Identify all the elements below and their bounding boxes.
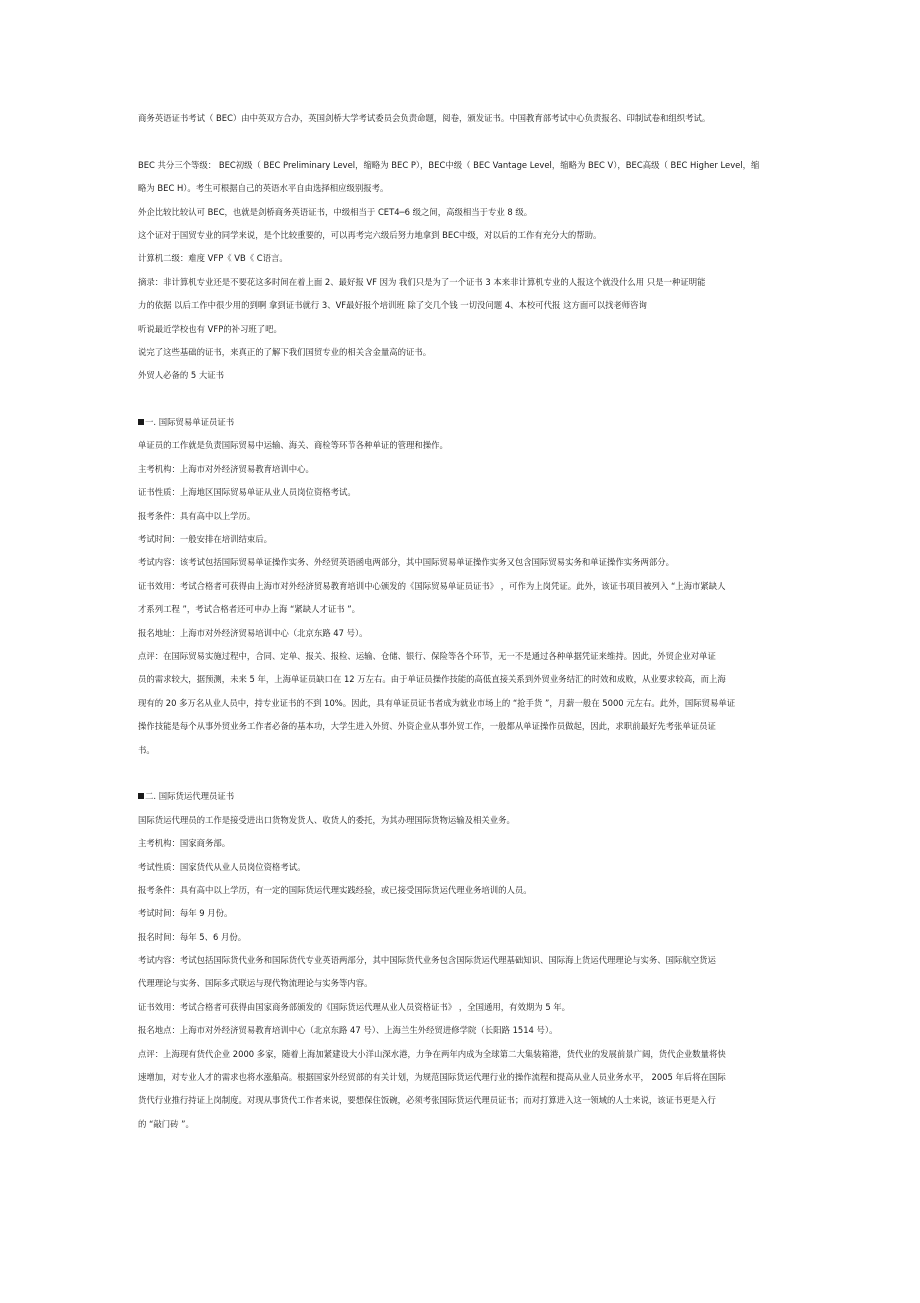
bec-importance: 这个证对于国贸专业的同学来说，是个比较重要的，可以再考完六级后努力地拿到 BEC中级，对以后的工作有充分大的帮助。 [138,229,602,240]
spacer [138,393,788,416]
cert2-address: 报名地点：上海市对外经济贸易教育培训中心（北京东路 47 号）、上海兰生外经贸进修学院（长阳路 1514 号）。 [138,1025,558,1036]
cert1-content: 考试内容：该考试包括国际贸易单证操作实务、外经贸英语函电两部分，其中国际贸易单证操作实务又包含国际贸易实务和单证操作实务两部分。 [138,557,674,568]
bec-levels-line-2: 略为 BEC H）。考生可根据自己的英语水平自由选择相应级别报考。 [138,183,389,194]
cert2-content-line-1: 考试内容：考试包括国际货代业务和国际货代专业英语两部分，其中国际货代业务包含国际货运代理基础知识、国际海上货运代理理论与实务、国际航空货运 [138,955,716,966]
spacer [138,135,788,158]
cert1-desc: 单证员的工作就是负责国际贸易中运输、海关、商检等环节各种单证的管理和操作。 [138,440,448,451]
bec-intro: 商务英语证书考试（ BEC）由中英双方合办，英国剑桥大学考试委员会负责命题，阅卷，颁发证书。中国教育部考试中心负责报名、印制试卷和组织考试。 [138,113,711,123]
cert2-reg-time: 报名时间：每年 5、6 月份。 [138,931,247,942]
cert2-nature: 考试性质：国家货代从业人员岗位资格考试。 [138,861,306,872]
cert2-title [138,790,788,813]
cert2-effect: 证书效用：考试合格者可获得由国家商务部颁发的《国际货运代理从业人员资格证书》 ，全国通用，有效期为 5 年。 [138,1001,571,1012]
cert1-comment-line-5: 书。 [138,744,155,755]
cert2-comment-line-2: 速增加，对专业人才的需求也将水涨船高。根据国家外经贸部的有关计划，为规范国际货运代理行业的操作流程和提高从业人员业务水平， 2005 年后将在国际 [138,1072,726,1083]
cert1-comment-line-2: 员的需求较大，据预测，未来 5 年，上海单证员缺口在 12 万左右。由于单证员操作技能的高低直接关系到外贸业务结汇的时效和成败，从业要求较高，而上海 [138,674,726,685]
cert2-comment-line-3: 货代行业推行持证上岗制度。对现从事货代工作者来说，要想保住饭碗，必须考张国际货运代理员证书；而对打算进入这一领域的人士来说，该证书更是入行 [138,1095,716,1106]
cert1-address: 报名地址：上海市对外经济贸易培训中心（北京东路 47 号）。 [138,627,368,638]
cert2-desc: 国际货运代理员的工作是接受进出口货物发货人、收货人的委托，为其办理国际货物运输及相关业务。 [138,814,515,825]
computer-advice-line-2: 力的依据 以后工作中很少用的到啊 拿到证书就行 3、VF最好报个培训班 除了交几个钱 一切没问题 4、本校可代报 这方面可以找老师咨询 [138,300,647,311]
cert1-comment-line-3: 现有的 20 多万名从业人员中，持专业证书的不到 10%。因此，具有单证员证书者成为就业市场上的 “抢手货 ”，月薪一般在 5000 元左右。此外，国际贸易单证 [138,697,736,708]
cert1-title-text: 一. 国际贸易单证员证书 [145,417,235,428]
transition-text: 说完了这些基础的证书，来真正的了解下我们国贸专业的相关含金量高的证书。 [138,346,432,357]
square-bullet-icon [138,419,144,425]
cert2-comment-line-4: 的 “敲门砖 ”。 [138,1118,194,1129]
cert2-requirement: 报考条件：具有高中以上学历，有一定的国际货运代理实践经验，或已接受国际货运代理业务培训的人员。 [138,884,532,895]
cert2-exam-time: 考试时间：每年 9 月份。 [138,908,233,919]
cert2-comment-line-1: 点评：上海现有货代企业 2000 多家，随着上海加紧建设大小洋山深水港，力争在两年内成为全球第二大集装箱港，货代业的发展前景广阔，货代企业数量将快 [138,1048,726,1059]
cert1-effect-line-1: 证书效用：考试合格者可获得由上海市对外经济贸易教育培训中心颁发的《国际贸易单证员证书》 ，可作为上岗凭证。此外，该证书项目被列入 “上海市紧缺人 [138,580,726,591]
bec-recognition: 外企比较比较认可 BEC，也就是剑桥商务英语证书，中级相当于 CET4─6 级之间，高级相当于专业 8 级。 [138,206,533,217]
document-page [138,112,788,1141]
five-certs-heading: 外贸人必备的 5 大证书 [138,370,225,381]
cert1-effect-line-2: 才系列工程 ”，考试合格者还可申办上海 “紧缺人才证书 ”。 [138,604,361,615]
cert2-authority: 主考机构：国家商务部。 [138,838,231,849]
computer-advice-line-1: 摘录：非计算机专业还是不要花这多时间在着上面 2、最好报 VF 因为 我们只是为了一个证书 3 本来非计算机专业的人报这个就没什么用 只是一种证明能 [138,276,706,287]
cert1-authority: 主考机构：上海市对外经济贸易教育培训中心。 [138,463,314,474]
cert1-comment-line-1: 点评：在国际贸易实施过程中，合同、定单、报关、报检、运输、仓储、银行、保险等各个环节，无一不是通过各种单据凭证来维持。因此，外贸企业对单证 [138,650,716,661]
square-bullet-icon [138,793,144,799]
computer-advice-line-3: 听说最近学校也有 VFP的补习班了吧。 [138,323,282,334]
cert1-title [138,416,788,439]
cert1-comment-line-4: 操作技能是每个从事外贸业务工作者必备的基本功，大学生进入外贸、外资企业从事外贸工作，一般都从单证操作员做起，因此，求职前最好先考张单证员证 [138,721,716,732]
spacer [138,767,788,790]
bec-levels-line-1: BEC 共分三个等级： BEC初级（ BEC Preliminary Level，缩略为 BEC P），BEC中级（ BEC Vantage Level，缩略为 BEC V），BEC高级（ BEC Higher Level，缩 [138,159,760,170]
cert1-nature: 证书性质：上海地区国际贸易单证从业人员岗位资格考试。 [138,487,356,498]
cert1-exam-time: 考试时间：一般安排在培训结束后。 [138,534,272,545]
cert2-title-text: 二. 国际货运代理员证书 [145,791,235,802]
cert2-content-line-2: 代理理论与实务、国际多式联运与现代物流理论与实务等内容。 [138,978,373,989]
cert1-requirement: 报考条件：具有高中以上学历。 [138,510,256,521]
computer-level2: 计算机二级：难度 VFP《 VB《 C语言。 [138,253,288,264]
